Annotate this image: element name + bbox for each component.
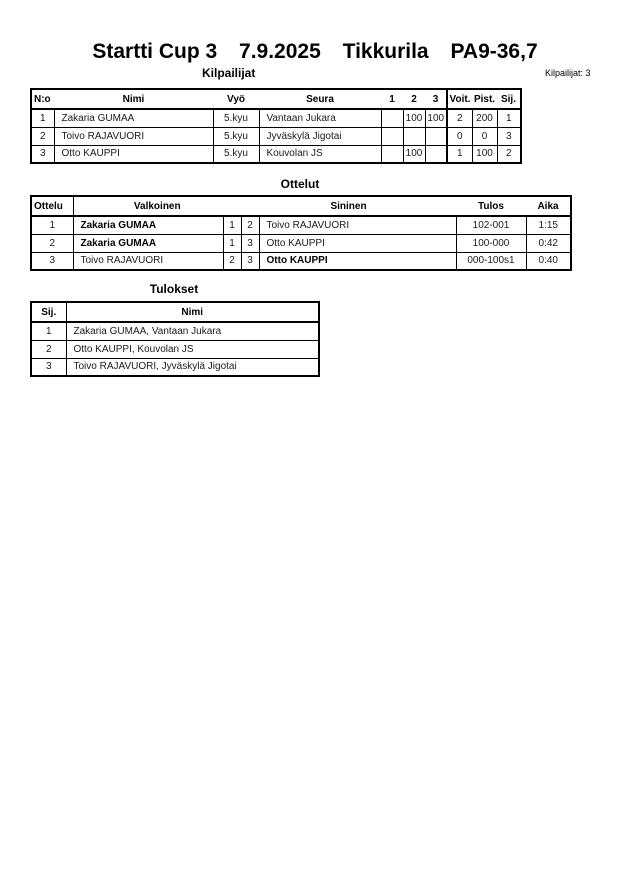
- col-header-nimi: Nimi: [54, 89, 213, 109]
- score-vs-3: [425, 145, 447, 163]
- result-place: 2: [31, 340, 66, 358]
- col-header-ottelu: Ottelu: [31, 196, 73, 216]
- result-place: 3: [31, 358, 66, 376]
- col-header-sininen: Sininen: [241, 196, 456, 216]
- col-header-vyo: Vyö: [213, 89, 259, 109]
- match-row: [31, 234, 571, 252]
- white-competitor: Zakaria GUMAA: [73, 216, 223, 234]
- competitor-place: 2: [497, 145, 521, 163]
- col-header-tulos: Tulos: [456, 196, 526, 216]
- match-result: 000-100s1: [456, 252, 526, 270]
- result-name-club: Zakaria GUMAA, Vantaan Jukara: [66, 322, 319, 340]
- score-vs-1: [381, 145, 403, 163]
- competitor-number: 3: [31, 145, 54, 163]
- competitor-row: [31, 127, 521, 145]
- result-name-club: Toivo RAJAVUORI, Jyväskylä Jigotai: [66, 358, 319, 376]
- competitor-points: 200: [472, 109, 497, 127]
- tulokset-header-row: [31, 302, 319, 322]
- col-header-aika: Aika: [526, 196, 571, 216]
- match-number: 1: [31, 216, 73, 234]
- score-vs-1: [381, 127, 403, 145]
- white-competitor: Zakaria GUMAA: [73, 234, 223, 252]
- blue-competitor: Otto KAUPPI: [259, 234, 456, 252]
- section-title-kilpailijat: Kilpailijat: [202, 66, 256, 80]
- competitor-points: 0: [472, 127, 497, 145]
- title-category: PA9-36,7: [450, 40, 538, 63]
- section-title-ottelut: Ottelut: [280, 177, 320, 191]
- competitor-belt: 5.kyu: [213, 145, 259, 163]
- competitor-wins: 2: [447, 109, 472, 127]
- col-header-1: 1: [381, 89, 403, 109]
- section-title-tulokset: Tulokset: [149, 282, 199, 296]
- score-vs-3: 100: [425, 109, 447, 127]
- result-row: [31, 322, 319, 340]
- white-competitor-number: 1: [223, 234, 241, 252]
- col-header-3: 3: [425, 89, 447, 109]
- kilpailijat-header-row: [31, 89, 521, 109]
- competitor-place: 3: [497, 127, 521, 145]
- ottelut-header-row: [31, 196, 571, 216]
- col-header-nimi: Nimi: [66, 302, 319, 322]
- col-header-pist: Pist.: [472, 89, 497, 109]
- white-competitor-number: 2: [223, 252, 241, 270]
- competitor-name: Toivo RAJAVUORI: [54, 127, 213, 145]
- col-header-sij: Sij.: [31, 302, 66, 322]
- competitor-number: 2: [31, 127, 54, 145]
- col-header-2: 2: [403, 89, 425, 109]
- competitor-name: Otto KAUPPI: [54, 145, 213, 163]
- competitor-place: 1: [497, 109, 521, 127]
- title-date: 7.9.2025: [239, 40, 321, 63]
- result-name-club: Otto KAUPPI, Kouvolan JS: [66, 340, 319, 358]
- blue-competitor: Toivo RAJAVUORI: [259, 216, 456, 234]
- score-vs-3: [425, 127, 447, 145]
- score-vs-2: [403, 127, 425, 145]
- col-header-voit: Voit.: [447, 89, 472, 109]
- match-result: 102-001: [456, 216, 526, 234]
- blue-competitor: Otto KAUPPI: [259, 252, 456, 270]
- match-row: [31, 216, 571, 234]
- result-row: [31, 340, 319, 358]
- ottelut-table: [30, 195, 572, 271]
- competitor-club: Jyväskylä Jigotai: [259, 127, 381, 145]
- title-location: Tikkurila: [342, 40, 429, 63]
- competitor-belt: 5.kyu: [213, 109, 259, 127]
- white-competitor: Toivo RAJAVUORI: [73, 252, 223, 270]
- competitor-points: 100: [472, 145, 497, 163]
- col-header-no: N:o: [31, 89, 54, 109]
- match-result: 100-000: [456, 234, 526, 252]
- competitor-number: 1: [31, 109, 54, 127]
- score-vs-2: 100: [403, 109, 425, 127]
- match-time: 0:42: [526, 234, 571, 252]
- blue-competitor-number: 3: [241, 234, 259, 252]
- match-number: 3: [31, 252, 73, 270]
- blue-competitor-number: 2: [241, 216, 259, 234]
- score-vs-2: 100: [403, 145, 425, 163]
- competitor-club: Vantaan Jukara: [259, 109, 381, 127]
- competitor-belt: 5.kyu: [213, 127, 259, 145]
- competitor-wins: 0: [447, 127, 472, 145]
- competitor-count: Kilpailijat: 3: [545, 68, 591, 78]
- competitor-row: [31, 145, 521, 163]
- kilpailijat-table: [30, 88, 522, 164]
- competitor-name: Zakaria GUMAA: [54, 109, 213, 127]
- page-title: [0, 40, 630, 64]
- title-event: Startti Cup 3: [92, 40, 218, 63]
- competitor-club: Kouvolan JS: [259, 145, 381, 163]
- result-row: [31, 358, 319, 376]
- tulokset-table: [30, 301, 320, 377]
- match-row: [31, 252, 571, 270]
- match-number: 2: [31, 234, 73, 252]
- match-time: 1:15: [526, 216, 571, 234]
- col-header-sij: Sij.: [497, 89, 521, 109]
- competitor-row: [31, 109, 521, 127]
- score-vs-1: [381, 109, 403, 127]
- blue-competitor-number: 3: [241, 252, 259, 270]
- white-competitor-number: 1: [223, 216, 241, 234]
- competitor-wins: 1: [447, 145, 472, 163]
- col-header-valkoinen: Valkoinen: [73, 196, 241, 216]
- col-header-seura: Seura: [259, 89, 381, 109]
- result-place: 1: [31, 322, 66, 340]
- match-time: 0:40: [526, 252, 571, 270]
